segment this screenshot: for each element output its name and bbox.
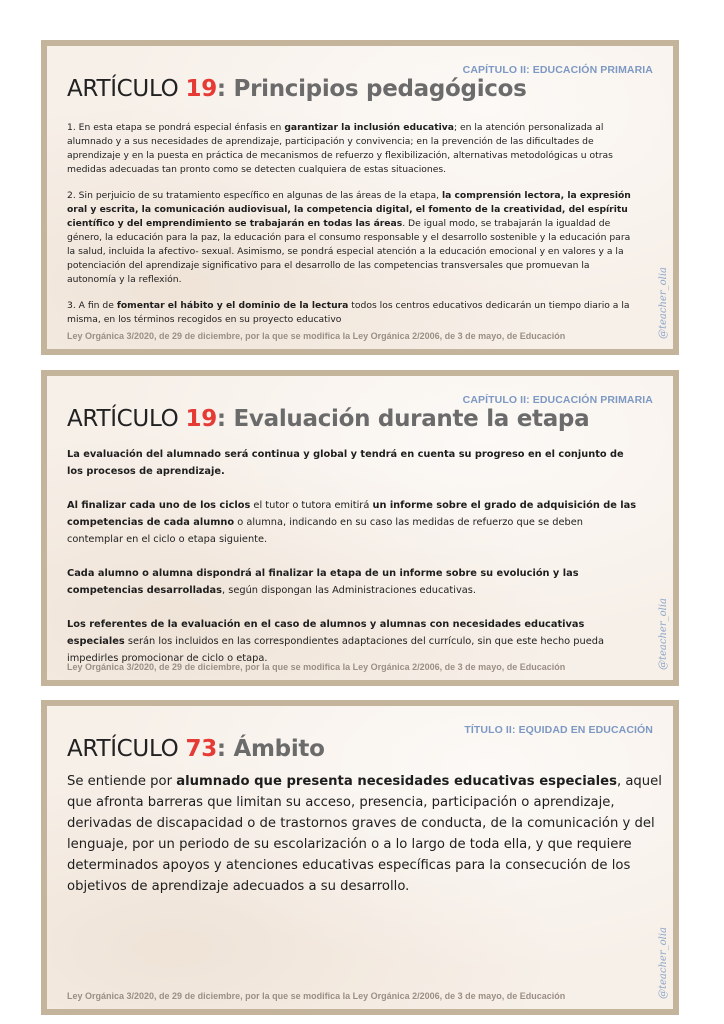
paragraph-1 [67, 446, 637, 480]
text-run: 3. A fin de [67, 300, 117, 311]
paragraph-3 [67, 299, 637, 327]
author-handle: @teacher_olia [658, 926, 669, 999]
emphasis-text: alumnado que presenta necesidades educativas especiales [176, 774, 617, 789]
article-body [67, 771, 667, 897]
paragraph-3 [67, 565, 637, 599]
text-run: serán los incluidos en las correspondientes adaptaciones del currículo, sin que este hecho pueda impedirles promocionar de ciclo o etapa. [67, 636, 604, 664]
article-title [67, 76, 527, 102]
text-run: todos los centros educativos dedicarán un tiempo diario a la misma, en los términos recogidos en su proyecto educativo [67, 300, 630, 325]
author-handle: @teacher_olia [658, 266, 669, 339]
paragraph-2 [67, 497, 637, 548]
text-run: 1. En esta etapa se pondrá especial énfasis en [67, 122, 285, 133]
article-body [67, 446, 637, 684]
paragraph-1 [67, 121, 637, 177]
text-run: , aquel que afronta barreras que limitan su acceso, presencia, participación o aprendizaje, derivadas de discapacidad o de trastornos graves de conducta, de la comunicación y del lenguaje, por un periodo de su escolarización o a lo largo de toda ella, y que requiere determinados apoyos y atenciones educativas específicas para la consecución de los objetivos de aprendizaje adecuados a su desarrollo. [67, 774, 662, 894]
emphasis-text: garantizar la inclusión educativa [284, 122, 454, 133]
article-subject: : Principios pedagógicos [216, 76, 527, 102]
title-prefix: ARTÍCULO [67, 406, 186, 432]
text-run: Se entiende por [67, 774, 177, 789]
text-run: . De igual modo, se trabajarán la igualdad de género, la educación para la paz, la educación para el consumo responsable y el desarrollo sostenible y la educación para la salud, incluida la afectivo- sexual. Asimismo, se pondrá especial atención a la educación emocional y en valores y a la potenciación del aprendizaje significativo para el desarrollo de las competencias transversales que promuevan la autonomía y la reflexión. [67, 218, 631, 285]
text-run: ; en la atención personalizada al alumnado y a sus necesidades de aprendizaje, participación y convivencia; en la prevención de las dificultades de aprendizaje y en la puesta en práctica de mecanismos de refuerzo y flexibilización, alternativas metodológicas u otras medidas adecuadas tan pronto como se detecten cualquiera de estas situaciones. [67, 122, 613, 175]
emphasis-text: La evaluación del alumnado será continua y global y tendrá en cuenta su progreso en el conjunto de los procesos de aprendizaje. [67, 449, 624, 477]
text-run: el tutor o tutora emitirá [250, 500, 373, 511]
emphasis-text: Cada alumno o alumna dispondrá al finalizar la etapa de un informe sobre su evolución y las competencias desarrolladas [67, 568, 579, 596]
article-card-19-principios [41, 40, 679, 355]
article-card-73-ambito [41, 700, 679, 1015]
law-source: Ley Orgánica 3/2020, de 29 de diciembre, por la que se modifica la Ley Orgánica 2/2006, de 3 de mayo, de Educación [67, 991, 566, 1001]
paragraph-2 [67, 189, 637, 287]
text-run: , según dispongan las Administraciones educativas. [222, 585, 476, 596]
emphasis-text: un informe sobre el grado de adquisición de las competencias de cada alumno [67, 500, 637, 528]
text-run: 2. Sin perjuicio de su tratamiento específico en algunas de las áreas de la etapa, [67, 190, 442, 201]
emphasis-text: fomentar el hábito y el dominio de la lectura [116, 300, 349, 311]
article-title [67, 736, 325, 762]
author-handle: @teacher_olia [658, 597, 669, 670]
emphasis-text: Al finalizar cada uno de los ciclos [67, 500, 251, 511]
article-number: 73 [185, 736, 217, 762]
article-subject: : Ámbito [216, 736, 325, 762]
article-number: 19 [185, 76, 217, 102]
law-source: Ley Orgánica 3/2020, de 29 de diciembre, por la que se modifica la Ley Orgánica 2/2006, de 3 de mayo, de Educación [67, 331, 566, 341]
article-subject: : Evaluación durante la etapa [216, 406, 590, 432]
text-run: o alumna, indicando en su caso las medidas de refuerzo que se deben contemplar en el ciclo o etapa siguiente. [67, 517, 584, 545]
paragraph-1 [67, 771, 667, 897]
emphasis-text: la comprensión lectora, la expresión oral y escrita, la comunicación audiovisual, la competencia digital, el fomento de la creatividad, del espíritu científico y del emprendimiento se trabajarán en todas las áreas [67, 190, 631, 229]
emphasis-text: Los referentes de la evaluación en el caso de alumnos y alumnas con necesidades educativas especiales [67, 619, 585, 647]
chapter-label: CAPÍTULO II: EDUCACIÓN PRIMARIA [462, 64, 653, 76]
title-prefix: ARTÍCULO [67, 76, 186, 102]
chapter-label: CAPÍTULO II: EDUCACIÓN PRIMARIA [462, 394, 653, 406]
law-source: Ley Orgánica 3/2020, de 29 de diciembre, por la que se modifica la Ley Orgánica 2/2006, de 3 de mayo, de Educación [67, 662, 566, 672]
article-title [67, 406, 589, 432]
paragraph-4 [67, 616, 637, 667]
title-prefix: ARTÍCULO [67, 736, 186, 762]
article-body [67, 121, 637, 339]
article-number: 19 [185, 406, 217, 432]
article-card-19-evaluacion [41, 370, 679, 686]
chapter-label: TÍTULO II: EQUIDAD EN EDUCACIÓN [464, 724, 653, 736]
